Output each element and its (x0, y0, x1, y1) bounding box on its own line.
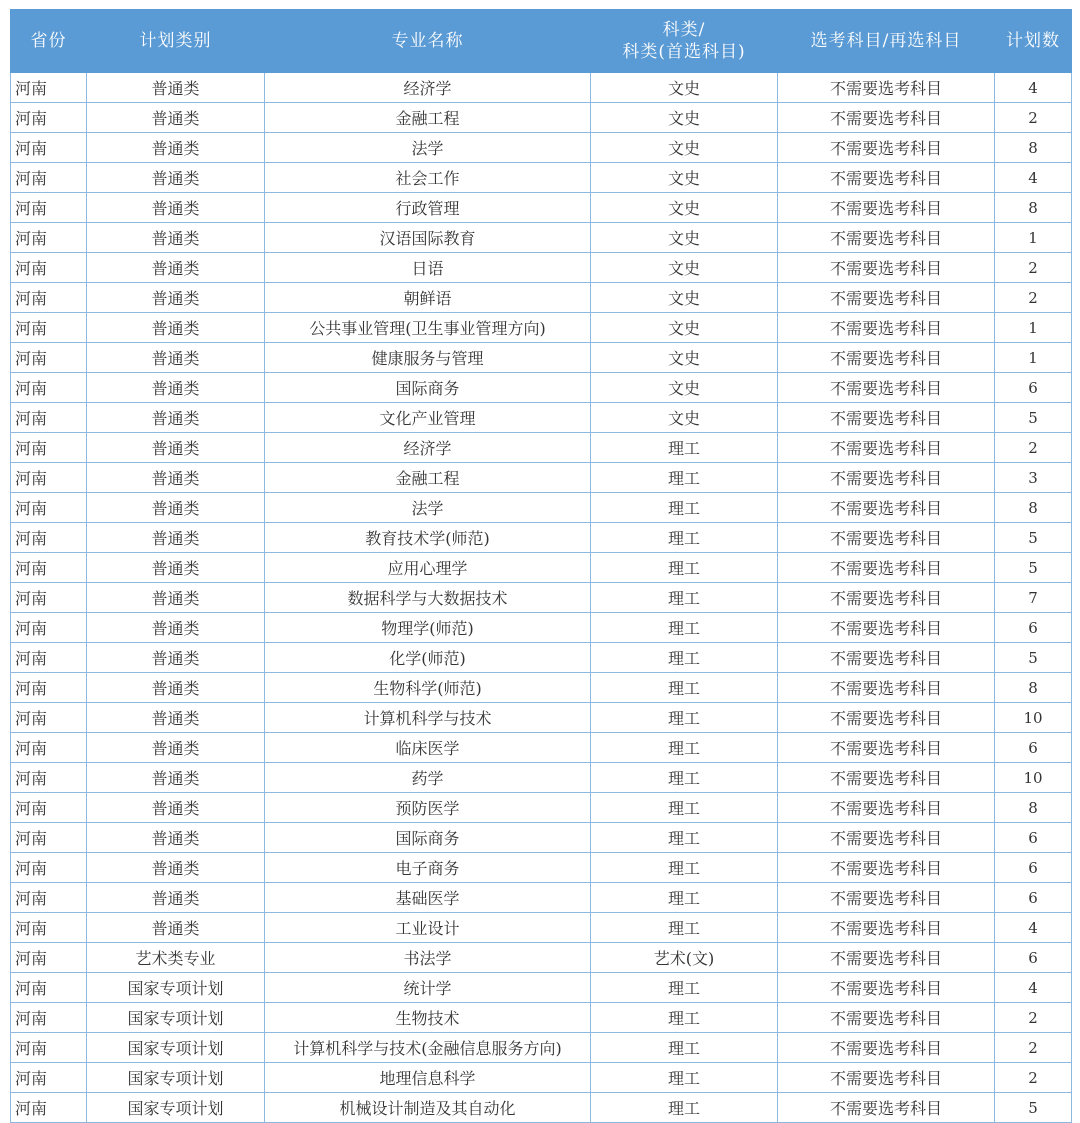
cell-province: 河南 (11, 973, 87, 1003)
cell-province: 河南 (11, 703, 87, 733)
table-row (11, 823, 1072, 853)
cell-plan-count: 8 (995, 493, 1072, 523)
cell-plan-count: 6 (995, 883, 1072, 913)
cell-plan-type: 国家专项计划 (87, 1033, 265, 1063)
cell-plan-type: 普通类 (87, 373, 265, 403)
cell-plan-type: 普通类 (87, 133, 265, 163)
cell-province: 河南 (11, 793, 87, 823)
cell-major: 统计学 (265, 973, 591, 1003)
cell-plan-type: 普通类 (87, 733, 265, 763)
table-row (11, 1003, 1072, 1033)
cell-major: 行政管理 (265, 193, 591, 223)
cell-province: 河南 (11, 253, 87, 283)
cell-subject: 理工 (591, 733, 778, 763)
cell-plan-type: 普通类 (87, 343, 265, 373)
cell-province: 河南 (11, 343, 87, 373)
cell-major: 化学(师范) (265, 643, 591, 673)
cell-elective: 不需要选考科目 (778, 913, 995, 943)
header-subject-line2: 科类(首选科目) (622, 41, 746, 62)
table-row (11, 1033, 1072, 1063)
cell-major: 计算机科学与技术 (265, 703, 591, 733)
cell-plan-count: 5 (995, 643, 1072, 673)
cell-elective: 不需要选考科目 (778, 733, 995, 763)
cell-province: 河南 (11, 1093, 87, 1123)
cell-plan-type: 普通类 (87, 163, 265, 193)
cell-subject: 理工 (591, 613, 778, 643)
cell-plan-type: 普通类 (87, 583, 265, 613)
table-row (11, 103, 1072, 133)
cell-elective: 不需要选考科目 (778, 283, 995, 313)
cell-major: 物理学(师范) (265, 613, 591, 643)
cell-elective: 不需要选考科目 (778, 103, 995, 133)
cell-subject: 文史 (591, 343, 778, 373)
cell-elective: 不需要选考科目 (778, 433, 995, 463)
cell-major: 数据科学与大数据技术 (265, 583, 591, 613)
cell-plan-count: 4 (995, 73, 1072, 103)
cell-major: 公共事业管理(卫生事业管理方向) (265, 313, 591, 343)
cell-major: 法学 (265, 133, 591, 163)
cell-plan-type: 普通类 (87, 223, 265, 253)
table-body (11, 73, 1072, 1123)
cell-elective: 不需要选考科目 (778, 193, 995, 223)
table-row (11, 493, 1072, 523)
cell-subject: 理工 (591, 1003, 778, 1033)
table-row (11, 793, 1072, 823)
cell-province: 河南 (11, 1033, 87, 1063)
cell-plan-count: 5 (995, 403, 1072, 433)
cell-province: 河南 (11, 283, 87, 313)
cell-province: 河南 (11, 193, 87, 223)
cell-elective: 不需要选考科目 (778, 553, 995, 583)
table-row (11, 133, 1072, 163)
cell-major: 应用心理学 (265, 553, 591, 583)
cell-plan-count: 5 (995, 553, 1072, 583)
cell-major: 日语 (265, 253, 591, 283)
cell-elective: 不需要选考科目 (778, 73, 995, 103)
cell-plan-count: 8 (995, 133, 1072, 163)
cell-subject: 文史 (591, 193, 778, 223)
cell-plan-count: 10 (995, 703, 1072, 733)
cell-subject: 文史 (591, 163, 778, 193)
cell-province: 河南 (11, 763, 87, 793)
cell-province: 河南 (11, 103, 87, 133)
cell-plan-type: 普通类 (87, 793, 265, 823)
cell-elective: 不需要选考科目 (778, 583, 995, 613)
cell-subject: 理工 (591, 433, 778, 463)
cell-major: 计算机科学与技术(金融信息服务方向) (265, 1033, 591, 1063)
cell-major: 金融工程 (265, 103, 591, 133)
cell-major: 生物技术 (265, 1003, 591, 1033)
cell-major: 药学 (265, 763, 591, 793)
header-major: 专业名称 (265, 9, 591, 73)
table-header (11, 9, 1072, 73)
cell-province: 河南 (11, 373, 87, 403)
cell-plan-count: 10 (995, 763, 1072, 793)
cell-plan-type: 普通类 (87, 283, 265, 313)
cell-elective: 不需要选考科目 (778, 133, 995, 163)
cell-elective: 不需要选考科目 (778, 313, 995, 343)
table-row (11, 973, 1072, 1003)
cell-major: 工业设计 (265, 913, 591, 943)
cell-elective: 不需要选考科目 (778, 163, 995, 193)
cell-plan-type: 普通类 (87, 673, 265, 703)
header-subject (591, 9, 778, 73)
cell-province: 河南 (11, 1063, 87, 1093)
cell-plan-type: 普通类 (87, 313, 265, 343)
cell-subject: 理工 (591, 823, 778, 853)
cell-plan-count: 2 (995, 1003, 1072, 1033)
cell-province: 河南 (11, 163, 87, 193)
cell-plan-type: 普通类 (87, 703, 265, 733)
enrollment-plan-table-container (10, 9, 1071, 1123)
cell-subject: 理工 (591, 703, 778, 733)
cell-plan-type: 普通类 (87, 493, 265, 523)
cell-plan-count: 6 (995, 853, 1072, 883)
cell-major: 预防医学 (265, 793, 591, 823)
cell-subject: 理工 (591, 553, 778, 583)
header-row (11, 9, 1072, 73)
table-row (11, 193, 1072, 223)
cell-elective: 不需要选考科目 (778, 1033, 995, 1063)
cell-plan-count: 8 (995, 793, 1072, 823)
cell-plan-count: 6 (995, 823, 1072, 853)
cell-plan-type: 普通类 (87, 883, 265, 913)
table-row (11, 643, 1072, 673)
cell-major: 地理信息科学 (265, 1063, 591, 1093)
cell-province: 河南 (11, 553, 87, 583)
table-row (11, 253, 1072, 283)
cell-plan-type: 普通类 (87, 913, 265, 943)
enrollment-plan-table (10, 9, 1072, 1123)
cell-elective: 不需要选考科目 (778, 493, 995, 523)
cell-province: 河南 (11, 73, 87, 103)
cell-plan-type: 普通类 (87, 403, 265, 433)
cell-plan-type: 普通类 (87, 643, 265, 673)
cell-plan-count: 6 (995, 613, 1072, 643)
cell-plan-count: 2 (995, 283, 1072, 313)
cell-major: 国际商务 (265, 823, 591, 853)
table-row (11, 1063, 1072, 1093)
table-row (11, 1093, 1072, 1123)
table-row (11, 613, 1072, 643)
cell-plan-type: 国家专项计划 (87, 1093, 265, 1123)
cell-elective: 不需要选考科目 (778, 973, 995, 1003)
table-row (11, 763, 1072, 793)
cell-major: 教育技术学(师范) (265, 523, 591, 553)
cell-plan-type: 普通类 (87, 433, 265, 463)
table-row (11, 553, 1072, 583)
cell-province: 河南 (11, 883, 87, 913)
cell-plan-type: 普通类 (87, 763, 265, 793)
cell-major: 国际商务 (265, 373, 591, 403)
table-row (11, 733, 1072, 763)
cell-subject: 理工 (591, 913, 778, 943)
cell-plan-count: 6 (995, 373, 1072, 403)
cell-province: 河南 (11, 853, 87, 883)
cell-plan-type: 普通类 (87, 73, 265, 103)
table-row (11, 523, 1072, 553)
table-row (11, 373, 1072, 403)
cell-plan-type: 普通类 (87, 553, 265, 583)
cell-plan-count: 5 (995, 1093, 1072, 1123)
cell-province: 河南 (11, 943, 87, 973)
cell-elective: 不需要选考科目 (778, 343, 995, 373)
cell-plan-type: 国家专项计划 (87, 1003, 265, 1033)
cell-elective: 不需要选考科目 (778, 673, 995, 703)
cell-province: 河南 (11, 493, 87, 523)
table-row (11, 583, 1072, 613)
cell-subject: 理工 (591, 583, 778, 613)
header-count: 计划数 (995, 9, 1072, 73)
cell-subject: 理工 (591, 853, 778, 883)
cell-subject: 理工 (591, 973, 778, 1003)
cell-subject: 文史 (591, 253, 778, 283)
table-row (11, 703, 1072, 733)
cell-subject: 文史 (591, 103, 778, 133)
cell-elective: 不需要选考科目 (778, 403, 995, 433)
cell-elective: 不需要选考科目 (778, 883, 995, 913)
table-row (11, 913, 1072, 943)
cell-subject: 理工 (591, 643, 778, 673)
cell-subject: 理工 (591, 1063, 778, 1093)
cell-province: 河南 (11, 733, 87, 763)
cell-elective: 不需要选考科目 (778, 523, 995, 553)
cell-subject: 理工 (591, 883, 778, 913)
cell-major: 书法学 (265, 943, 591, 973)
table-row (11, 403, 1072, 433)
table-row (11, 433, 1072, 463)
cell-plan-type: 普通类 (87, 103, 265, 133)
cell-major: 汉语国际教育 (265, 223, 591, 253)
cell-plan-count: 4 (995, 913, 1072, 943)
header-subject-line1: 科类/ (662, 19, 706, 40)
cell-major: 社会工作 (265, 163, 591, 193)
cell-subject: 理工 (591, 493, 778, 523)
cell-elective: 不需要选考科目 (778, 763, 995, 793)
cell-elective: 不需要选考科目 (778, 793, 995, 823)
cell-subject: 文史 (591, 283, 778, 313)
cell-elective: 不需要选考科目 (778, 1003, 995, 1033)
cell-elective: 不需要选考科目 (778, 643, 995, 673)
cell-elective: 不需要选考科目 (778, 853, 995, 883)
cell-elective: 不需要选考科目 (778, 223, 995, 253)
cell-plan-count: 5 (995, 523, 1072, 553)
cell-major: 电子商务 (265, 853, 591, 883)
cell-plan-type: 普通类 (87, 463, 265, 493)
cell-plan-count: 2 (995, 1033, 1072, 1063)
cell-plan-count: 2 (995, 1063, 1072, 1093)
cell-major: 朝鲜语 (265, 283, 591, 313)
cell-province: 河南 (11, 223, 87, 253)
cell-subject: 理工 (591, 673, 778, 703)
table-row (11, 163, 1072, 193)
cell-plan-count: 1 (995, 313, 1072, 343)
cell-subject: 理工 (591, 1093, 778, 1123)
cell-plan-count: 4 (995, 163, 1072, 193)
cell-subject: 文史 (591, 73, 778, 103)
cell-plan-type: 普通类 (87, 193, 265, 223)
cell-province: 河南 (11, 613, 87, 643)
cell-major: 经济学 (265, 73, 591, 103)
cell-elective: 不需要选考科目 (778, 373, 995, 403)
cell-province: 河南 (11, 673, 87, 703)
cell-plan-type: 普通类 (87, 613, 265, 643)
cell-major: 基础医学 (265, 883, 591, 913)
cell-plan-type: 普通类 (87, 853, 265, 883)
cell-major: 临床医学 (265, 733, 591, 763)
cell-plan-type: 普通类 (87, 523, 265, 553)
table-row (11, 463, 1072, 493)
cell-plan-count: 7 (995, 583, 1072, 613)
cell-subject: 理工 (591, 463, 778, 493)
cell-plan-count: 2 (995, 433, 1072, 463)
table-row (11, 73, 1072, 103)
cell-major: 法学 (265, 493, 591, 523)
cell-subject: 文史 (591, 223, 778, 253)
cell-plan-count: 3 (995, 463, 1072, 493)
table-row (11, 943, 1072, 973)
cell-subject: 文史 (591, 373, 778, 403)
cell-province: 河南 (11, 433, 87, 463)
cell-elective: 不需要选考科目 (778, 613, 995, 643)
table-row (11, 223, 1072, 253)
table-row (11, 673, 1072, 703)
table-row (11, 883, 1072, 913)
cell-plan-count: 2 (995, 253, 1072, 283)
cell-subject: 理工 (591, 523, 778, 553)
cell-province: 河南 (11, 913, 87, 943)
cell-elective: 不需要选考科目 (778, 943, 995, 973)
cell-elective: 不需要选考科目 (778, 1093, 995, 1123)
cell-major: 文化产业管理 (265, 403, 591, 433)
table-row (11, 283, 1072, 313)
cell-province: 河南 (11, 463, 87, 493)
cell-plan-count: 2 (995, 103, 1072, 133)
table-row (11, 313, 1072, 343)
cell-major: 机械设计制造及其自动化 (265, 1093, 591, 1123)
cell-plan-count: 8 (995, 673, 1072, 703)
cell-plan-type: 国家专项计划 (87, 1063, 265, 1093)
cell-plan-type: 普通类 (87, 253, 265, 283)
cell-plan-type: 艺术类专业 (87, 943, 265, 973)
cell-elective: 不需要选考科目 (778, 253, 995, 283)
cell-subject: 理工 (591, 793, 778, 823)
cell-elective: 不需要选考科目 (778, 823, 995, 853)
cell-plan-type: 国家专项计划 (87, 973, 265, 1003)
cell-province: 河南 (11, 313, 87, 343)
cell-plan-count: 6 (995, 943, 1072, 973)
cell-province: 河南 (11, 523, 87, 553)
table-row (11, 343, 1072, 373)
cell-elective: 不需要选考科目 (778, 1063, 995, 1093)
cell-major: 经济学 (265, 433, 591, 463)
cell-major: 金融工程 (265, 463, 591, 493)
cell-elective: 不需要选考科目 (778, 703, 995, 733)
header-elective: 选考科目/再选科目 (778, 9, 995, 73)
cell-subject: 理工 (591, 763, 778, 793)
cell-subject: 文史 (591, 313, 778, 343)
cell-elective: 不需要选考科目 (778, 463, 995, 493)
cell-province: 河南 (11, 1003, 87, 1033)
cell-subject: 艺术(文) (591, 943, 778, 973)
cell-plan-count: 1 (995, 223, 1072, 253)
cell-major: 生物科学(师范) (265, 673, 591, 703)
cell-major: 健康服务与管理 (265, 343, 591, 373)
header-province: 省份 (11, 9, 87, 73)
cell-plan-count: 8 (995, 193, 1072, 223)
cell-subject: 文史 (591, 133, 778, 163)
table-row (11, 853, 1072, 883)
cell-plan-count: 4 (995, 973, 1072, 1003)
cell-plan-count: 6 (995, 733, 1072, 763)
cell-province: 河南 (11, 133, 87, 163)
cell-province: 河南 (11, 643, 87, 673)
cell-subject: 文史 (591, 403, 778, 433)
cell-province: 河南 (11, 583, 87, 613)
cell-province: 河南 (11, 823, 87, 853)
cell-plan-count: 1 (995, 343, 1072, 373)
cell-province: 河南 (11, 403, 87, 433)
cell-plan-type: 普通类 (87, 823, 265, 853)
cell-subject: 理工 (591, 1033, 778, 1063)
header-plan-type: 计划类别 (87, 9, 265, 73)
